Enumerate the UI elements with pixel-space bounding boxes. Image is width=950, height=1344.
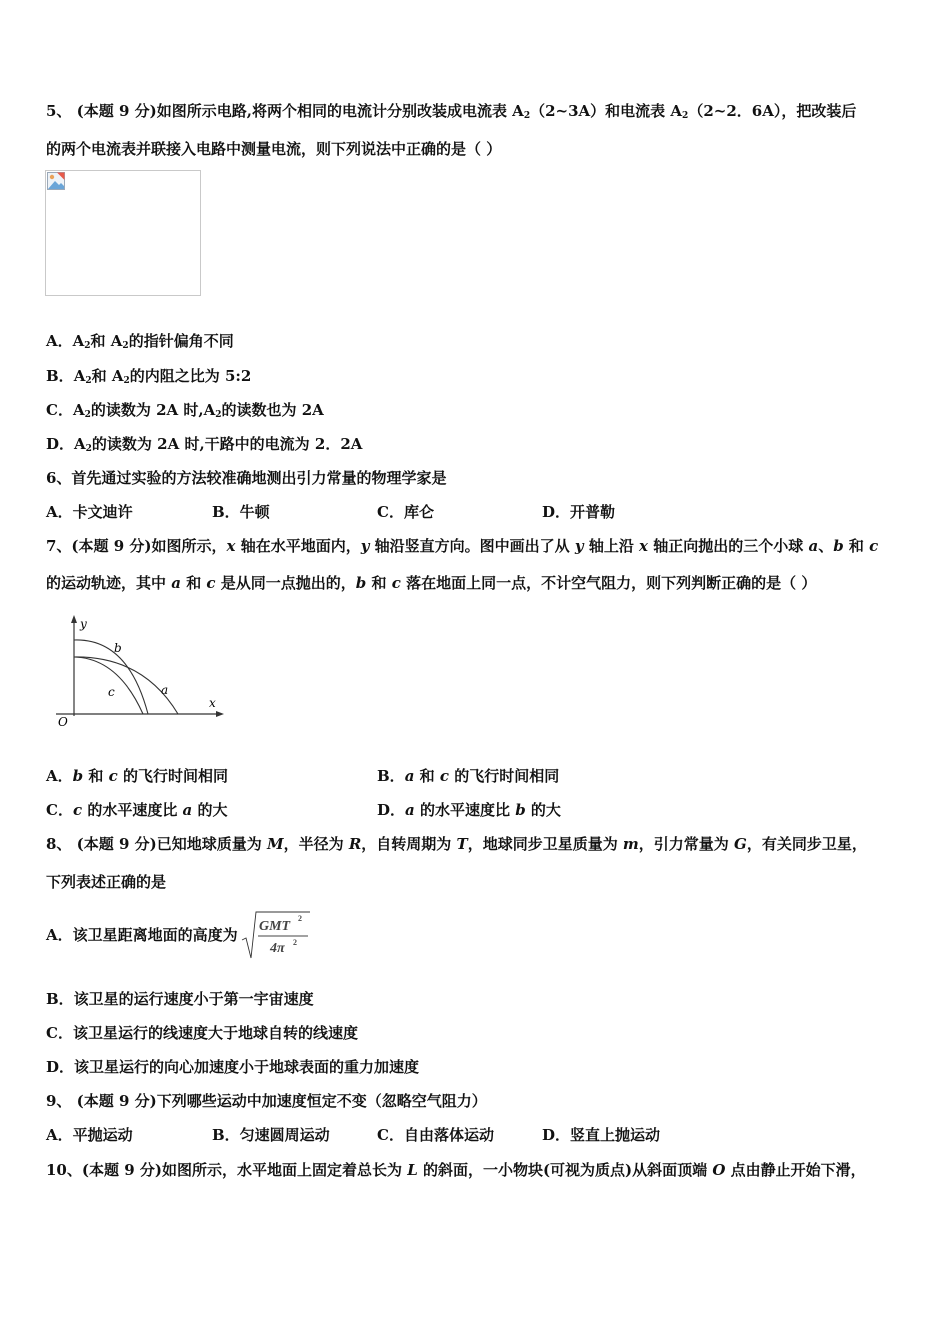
option-text: A	[72, 332, 85, 350]
option-text: 和 A	[91, 367, 124, 385]
option-prefix: A．	[46, 332, 73, 350]
q5-option-a[interactable]	[46, 331, 234, 356]
curve-b-label: b	[114, 641, 122, 655]
q6-option-b[interactable]: B．牛顿	[212, 503, 270, 521]
q7-text: 和	[843, 537, 870, 555]
curve-a-label: a	[161, 683, 169, 697]
option-prefix: D．	[46, 435, 75, 453]
q8-stem-line2: 下列表述正确的是	[46, 873, 167, 891]
subscript: 2	[85, 376, 92, 386]
var: y	[574, 537, 584, 555]
option-text: 的水平速度比	[82, 801, 183, 819]
option-text: 的水平速度比	[414, 801, 516, 819]
q7-text: 轴沿竖直方向。图中画出了从	[369, 537, 575, 555]
x-axis-arrow	[216, 711, 224, 717]
var: O	[712, 1161, 726, 1179]
y-axis-arrow	[71, 615, 77, 623]
q7-text: 、	[818, 537, 834, 555]
q7-text: 和	[180, 574, 207, 592]
option-text: A	[74, 435, 86, 453]
var: L	[407, 1161, 418, 1179]
q5-option-b[interactable]	[46, 366, 251, 391]
q8-text: ，自转周期为	[361, 835, 457, 853]
var: c	[439, 767, 450, 785]
var: y	[360, 537, 370, 555]
q7-text: 7、(本题 9 分)如图所示，	[46, 537, 227, 555]
q7-stem-line2	[46, 573, 816, 593]
var: c	[108, 767, 118, 785]
formula-denominator-exponent: 2	[292, 938, 297, 947]
x-axis-label: x	[209, 696, 216, 710]
q9-option-c[interactable]: C．自由落体运动	[377, 1126, 494, 1144]
q7-text: 落在地面上同一点，不计空气阻力，则下列判断正确的是（ ）	[400, 574, 817, 592]
option-text: 的读数也为 2A	[221, 401, 324, 419]
q10-text: 的斜面，一小物块(可视为质点)从斜面顶端	[417, 1161, 713, 1179]
formula-numerator: GMT	[258, 919, 290, 934]
q8-text: ，引力常量为	[638, 835, 735, 853]
var: R	[348, 835, 362, 853]
subscript: 2	[123, 376, 130, 386]
subscript: 2	[682, 111, 689, 121]
q7-text: 是从同一点抛出的，	[215, 574, 356, 592]
option-prefix: D．	[377, 801, 406, 819]
var: a	[405, 801, 415, 819]
height-formula	[240, 910, 312, 962]
origin-label: O	[58, 715, 68, 729]
option-text: 的指针偏角不同	[128, 332, 234, 350]
option-prefix: B．	[46, 367, 74, 385]
trajectory-b	[74, 640, 148, 714]
option-text: 的读数为 2A 时,干路中的电流为 2．2A	[91, 435, 363, 453]
option-text: 的读数为 2A 时,A	[90, 401, 216, 419]
q5-circuit-image-placeholder	[45, 170, 201, 296]
subscript: 2	[84, 410, 91, 420]
q6-option-a[interactable]: A．卡文迪许	[46, 503, 133, 521]
var: a	[171, 574, 181, 592]
var: a	[404, 767, 415, 785]
var: c	[206, 574, 216, 592]
q5-option-c[interactable]	[46, 400, 324, 425]
var: M	[266, 835, 284, 853]
option-text: 的大	[192, 801, 228, 819]
q6-option-d[interactable]: D．开普勒	[542, 503, 616, 521]
q6-stem: 6、首先通过实验的方法较准确地测出引力常量的物理学家是	[46, 469, 447, 487]
q7-option-d[interactable]	[377, 800, 561, 820]
option-text: 的内阻之比为 5:2	[129, 367, 252, 385]
q7-text: 的运动轨迹，其中	[46, 574, 172, 592]
option-prefix: C．	[46, 801, 73, 819]
q9-option-a[interactable]: A．平抛运动	[46, 1126, 133, 1144]
var: c	[72, 801, 83, 819]
q8-option-b[interactable]: B．该卫星的运行速度小于第一宇宙速度	[46, 990, 314, 1008]
q7-text: 轴正向抛出的三个小球	[648, 537, 809, 555]
q7-option-a[interactable]	[46, 766, 228, 786]
q10-text: 10、(本题 9 分)如图所示，水平地面上固定着总长为	[46, 1161, 408, 1179]
q6-option-c[interactable]: C．库仑	[377, 503, 434, 521]
option-prefix: B．	[377, 767, 405, 785]
option-text: 的大	[525, 801, 561, 819]
y-axis-label: y	[80, 617, 87, 631]
option-text: A	[73, 367, 86, 385]
var: b	[72, 767, 84, 785]
q7-text: 和	[366, 574, 392, 592]
q8-option-a[interactable]	[46, 907, 312, 963]
q8-stem-line1	[46, 834, 867, 854]
q7-option-b[interactable]	[377, 766, 559, 786]
var: m	[622, 835, 639, 853]
q7-trajectory-graph	[48, 612, 228, 732]
option-text: 和	[414, 767, 440, 785]
curve-c-label: c	[108, 685, 115, 699]
q8-option-d[interactable]: D．该卫星运行的向心加速度小于地球表面的重力加速度	[46, 1058, 420, 1076]
q8-option-c[interactable]: C．该卫星运行的线速度大于地球自转的线速度	[46, 1024, 358, 1042]
q10-stem-line1	[46, 1160, 866, 1180]
q8-text: 8、 (本题 9 分)已知地球质量为	[46, 835, 267, 853]
q9-option-d[interactable]: D．竖直上抛运动	[542, 1126, 661, 1144]
q5-text: （2~2．6A），把改装后	[688, 102, 857, 120]
q7-text: 轴在水平地面内，	[235, 537, 361, 555]
formula-numerator-exponent: 2	[297, 914, 302, 923]
option-text: 和	[83, 767, 109, 785]
q5-stem-line2: 的两个电流表并联接入电路中测量电流，则下列说法中正确的是（ ）	[46, 140, 502, 158]
q8-text: ，有关同步卫星，	[746, 835, 867, 853]
var: b	[355, 574, 367, 592]
option-prefix: C．	[46, 401, 73, 419]
subscript: 2	[84, 341, 91, 351]
q5-text: （2~3A）和电流表 A	[530, 102, 683, 120]
option-prefix: A．	[46, 767, 73, 785]
subscript: 2	[85, 444, 92, 454]
subscript: 2	[215, 410, 222, 420]
q7-text: 轴上沿	[583, 537, 640, 555]
broken-image-icon	[47, 172, 65, 190]
var: b	[515, 801, 526, 819]
var: c	[869, 537, 879, 555]
subscript: 2	[523, 111, 531, 121]
q7-stem-line1	[46, 536, 878, 556]
var: x	[226, 537, 236, 555]
option-text: A．该卫星距离地面的高度为	[46, 926, 238, 944]
option-text: 的飞行时间相同	[117, 767, 228, 785]
var: x	[639, 537, 648, 555]
q5-stem-line1	[46, 101, 856, 126]
var: T	[456, 835, 468, 853]
option-text: 和 A	[90, 332, 123, 350]
var: c	[391, 574, 401, 592]
option-text: A	[72, 401, 85, 419]
q9-option-b[interactable]: B．匀速圆周运动	[212, 1126, 330, 1144]
subscript: 2	[122, 341, 129, 351]
var: b	[833, 537, 844, 555]
var: G	[734, 835, 747, 853]
q8-text: ，半径为	[283, 835, 349, 853]
q5-text: 5、 (本题 9 分)如图所示电路,将两个相同的电流计分别改装成电流表 A	[46, 102, 524, 120]
q10-text: 点由静止开始下滑，	[725, 1161, 866, 1179]
q9-stem: 9、 (本题 9 分)下列哪些运动中加速度恒定不变（忽略空气阻力）	[46, 1092, 487, 1110]
q8-text: ，地球同步卫星质量为	[467, 835, 623, 853]
var: a	[182, 801, 193, 819]
formula-denominator: 4π	[269, 941, 285, 956]
option-text: 的飞行时间相同	[449, 767, 560, 785]
q5-option-d[interactable]	[46, 434, 362, 459]
q7-option-c[interactable]	[46, 800, 228, 820]
var: a	[808, 537, 819, 555]
